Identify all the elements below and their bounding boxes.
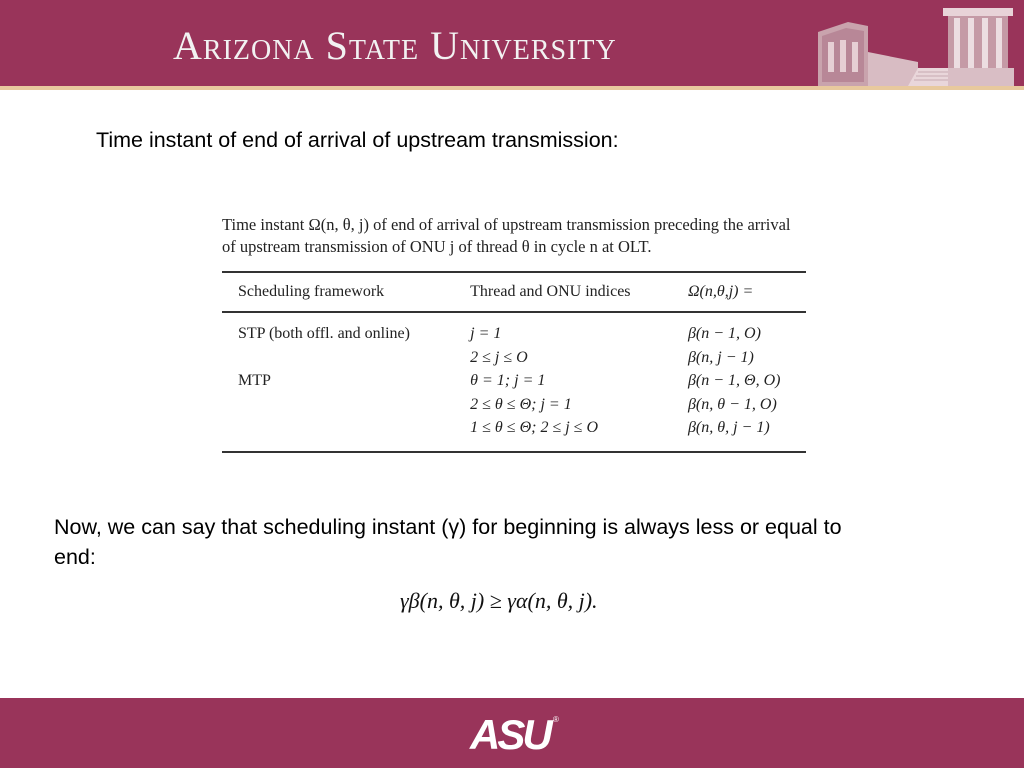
- table-cell: [222, 416, 454, 452]
- table-row: [222, 369, 806, 393]
- column-header: Ω(n,θ,j) =: [687, 283, 754, 300]
- table-cell: 2 ≤ j ≤ O: [470, 348, 528, 366]
- table-cell: j = 1: [470, 325, 502, 342]
- table-cell: [222, 346, 454, 370]
- table-header-row: [222, 272, 806, 312]
- column-header: Thread and ONU indices: [470, 283, 631, 300]
- table-cell: 1 ≤ θ ≤ Θ; 2 ≤ j ≤ O: [470, 419, 599, 436]
- header-accent-line: [0, 86, 1024, 90]
- table-cell: MTP: [238, 372, 271, 389]
- table-row: [222, 416, 806, 452]
- table-cell: β(n, θ, j − 1): [687, 419, 770, 436]
- table-cell: STP (both offl. and online): [238, 325, 410, 342]
- table-cell: β(n − 1, Θ, O): [687, 372, 781, 389]
- university-title: Arizona State University: [173, 23, 617, 68]
- table-cell: θ = 1; j = 1: [470, 372, 546, 389]
- body-text: Now, we can say that scheduling instant (γ) for beginning is always less or equal to end:: [54, 515, 842, 569]
- table-cell: β(n − 1, O): [687, 325, 761, 342]
- table-row: [222, 346, 806, 370]
- table-cell: β(n, θ − 1, O): [687, 395, 777, 413]
- slide-heading: Time instant of end of arrival of upstream transmission:: [96, 128, 619, 152]
- paper-excerpt: [222, 214, 808, 453]
- table-cell: β(n, j − 1): [687, 348, 754, 366]
- column-header: Scheduling framework: [238, 283, 385, 300]
- table-cell: 2 ≤ θ ≤ Θ; j = 1: [470, 395, 572, 413]
- table-row: [222, 393, 806, 417]
- scheduling-table: [222, 271, 806, 453]
- trademark-symbol: ®: [553, 715, 559, 724]
- inequality-equation: γβ(n, θ, j) ≥ γα(n, θ, j).: [400, 588, 598, 613]
- table-caption: Time instant Ω(n, θ, j) of end of arrival of upstream transmission preceding the arrival of upstream transmission of ONU j of thread θ in cycle n at OLT.: [222, 215, 791, 256]
- campus-building-icon: [808, 2, 1018, 86]
- asu-logo: ASU: [470, 711, 550, 758]
- table-cell: [222, 393, 454, 417]
- table-row: [222, 312, 806, 346]
